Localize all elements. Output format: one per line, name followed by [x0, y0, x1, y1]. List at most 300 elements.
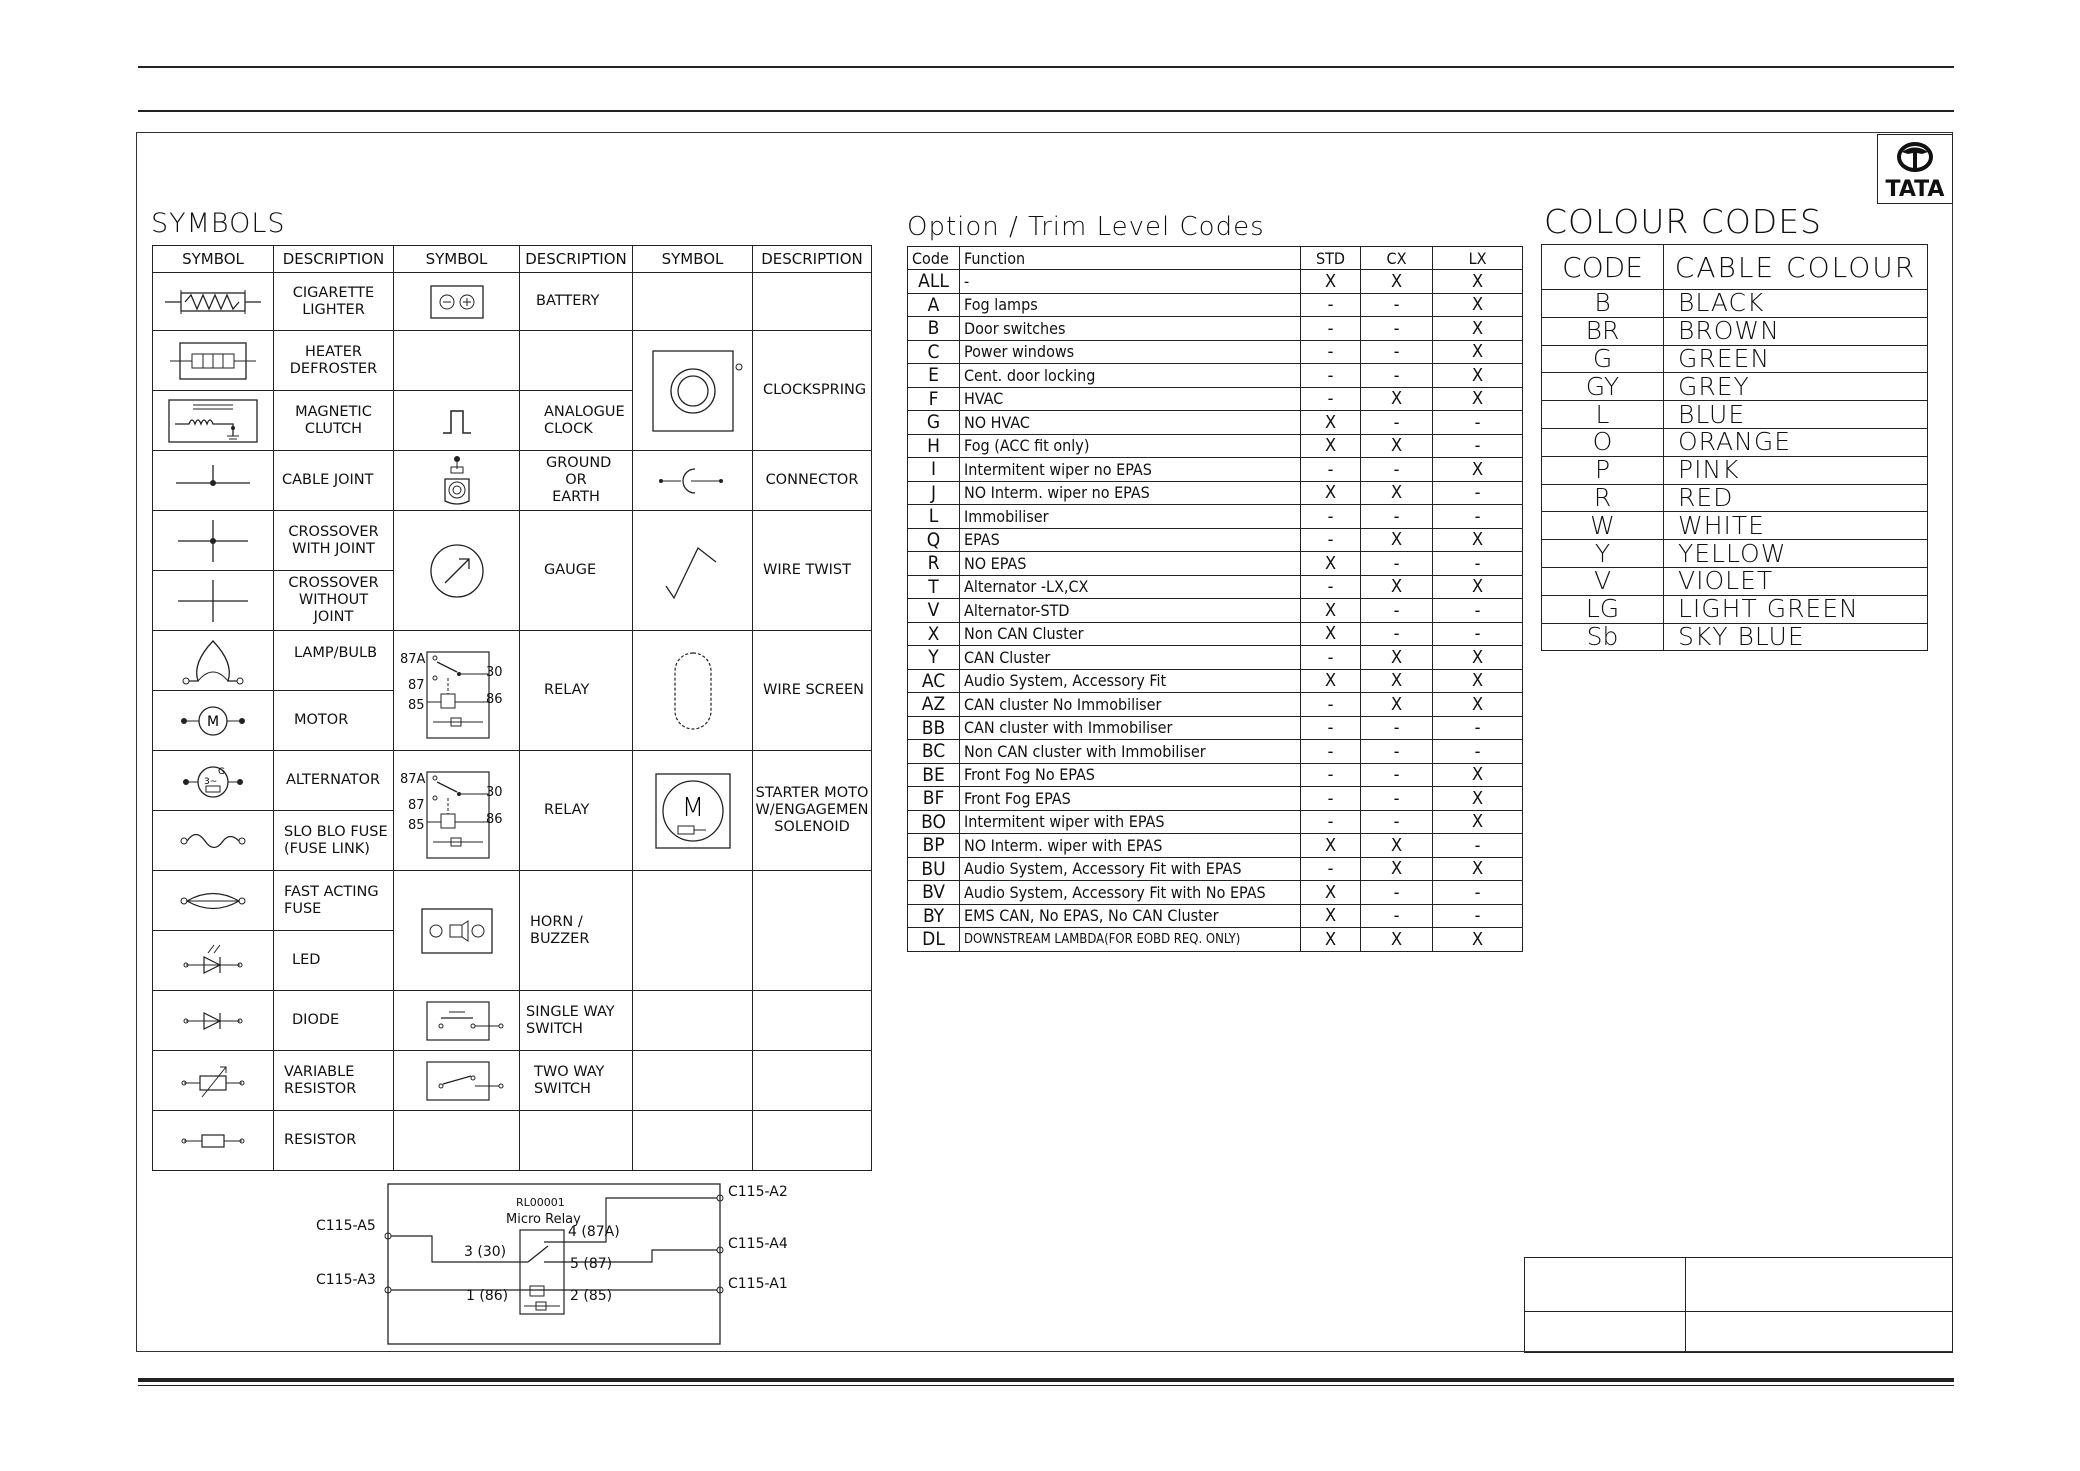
cigarette-lighter-icon: [153, 273, 274, 331]
option-function: NO EPAS: [960, 552, 1301, 576]
option-level: X: [1301, 669, 1361, 693]
analogue-clock-icon: [394, 391, 520, 451]
colour-code: W: [1542, 512, 1664, 540]
lamp-bulb-icon: [153, 631, 274, 691]
option-row: [908, 293, 1523, 317]
option-level: -: [1361, 505, 1433, 529]
option-level: X: [1433, 575, 1523, 599]
option-code: DL: [908, 928, 960, 952]
option-level: -: [1433, 434, 1523, 458]
option-code: BV: [908, 881, 960, 905]
option-level: -: [1301, 763, 1361, 787]
symbol-desc: STARTER MOTO W/ENGAGEMEN SOLENOID: [753, 751, 872, 871]
bottom-rule-thin: [138, 1385, 1954, 1386]
option-code: BP: [908, 834, 960, 858]
option-code: AZ: [908, 693, 960, 717]
option-level: -: [1301, 364, 1361, 388]
connector-label: C115-A3: [316, 1272, 376, 1288]
option-level: -: [1433, 505, 1523, 529]
colour-code: GY: [1542, 373, 1664, 401]
option-row: [908, 434, 1523, 458]
relay-pin-label: 87: [408, 798, 425, 813]
option-code: V: [908, 599, 960, 623]
wire-twist-icon: [633, 511, 753, 631]
symbol-desc: TWO WAY SWITCH: [520, 1051, 633, 1111]
colour-name: GREEN: [1664, 345, 1928, 373]
top-rule: [138, 66, 1954, 68]
colour-name: LIGHT GREEN: [1664, 595, 1928, 623]
relay-pin-label: 87A: [400, 652, 426, 667]
option-level: X: [1433, 669, 1523, 693]
relay-pin-label: 3 (30): [464, 1244, 507, 1260]
option-codes-table: [907, 246, 1523, 952]
colour-row: [1542, 290, 1928, 318]
option-level: -: [1301, 810, 1361, 834]
option-level: -: [1433, 481, 1523, 505]
option-level: X: [1301, 622, 1361, 646]
option-level: X: [1433, 928, 1523, 952]
symbol-desc: LAMP/BULB: [274, 631, 394, 691]
connector-icon: [633, 451, 753, 511]
colour-header-row: [1542, 245, 1928, 290]
colour-title: COLOUR CODES: [1544, 202, 1822, 241]
fast-acting-fuse-icon: [153, 871, 274, 931]
svg-text:M: M: [681, 792, 704, 823]
option-function: CAN Cluster: [960, 646, 1301, 670]
option-level: -: [1361, 293, 1433, 317]
empty-cell: [633, 1111, 753, 1171]
option-level: X: [1361, 575, 1433, 599]
bottom-rule-thick: [138, 1378, 1954, 1382]
option-level: X: [1361, 928, 1433, 952]
option-row: [908, 693, 1523, 717]
logo-text: TATA: [1885, 177, 1945, 202]
relay-pin-label: 85: [408, 818, 425, 833]
option-level: X: [1361, 434, 1433, 458]
option-row: [908, 857, 1523, 881]
option-row: [908, 622, 1523, 646]
horn-buzzer-icon: [394, 871, 520, 991]
option-level: -: [1301, 716, 1361, 740]
option-level: X: [1301, 434, 1361, 458]
magnetic-clutch-icon: [153, 391, 274, 451]
symbol-desc: CLOCKSPRING: [753, 331, 872, 451]
relay-pin-label: 86: [486, 812, 503, 827]
connector-label: C115-A4: [728, 1236, 788, 1252]
option-level: X: [1361, 857, 1433, 881]
empty-cell: [753, 1111, 872, 1171]
option-level: -: [1361, 364, 1433, 388]
symbol-desc: RELAY: [520, 751, 633, 871]
option-function: NO HVAC: [960, 411, 1301, 435]
option-level: -: [1361, 622, 1433, 646]
option-level: X: [1301, 881, 1361, 905]
colour-row: [1542, 401, 1928, 429]
colour-row: [1542, 567, 1928, 595]
options-title: Option / Trim Level Codes: [907, 212, 1265, 242]
battery-icon: [394, 273, 520, 331]
title-block-divider-v: [1685, 1257, 1686, 1353]
option-code: G: [908, 411, 960, 435]
symbols-table: [152, 245, 872, 1171]
empty-cell: [753, 273, 872, 331]
option-row: [908, 599, 1523, 623]
option-function: NO Interm. wiper with EPAS: [960, 834, 1301, 858]
option-code: BU: [908, 857, 960, 881]
option-function: Non CAN Cluster: [960, 622, 1301, 646]
single-way-switch-icon: [394, 991, 520, 1051]
option-level: X: [1301, 481, 1361, 505]
two-way-switch-icon: [394, 1051, 520, 1111]
option-code: H: [908, 434, 960, 458]
alternator-icon: [153, 751, 274, 811]
option-row: [908, 387, 1523, 411]
option-row: [908, 481, 1523, 505]
option-level: X: [1361, 834, 1433, 858]
colour-row: [1542, 540, 1928, 568]
option-level: -: [1301, 458, 1361, 482]
connector-label: C115-A5: [316, 1218, 376, 1234]
colour-codes-table: [1541, 244, 1928, 651]
option-row: [908, 270, 1523, 294]
option-row: [908, 505, 1523, 529]
empty-cell: [394, 1111, 520, 1171]
cable-joint-icon: [153, 451, 274, 511]
colour-row: [1542, 623, 1928, 651]
header-cell: DESCRIPTION: [753, 246, 872, 273]
colour-code: P: [1542, 456, 1664, 484]
option-function: NO Interm. wiper no EPAS: [960, 481, 1301, 505]
option-level: X: [1433, 364, 1523, 388]
colour-row: [1542, 595, 1928, 623]
option-row: [908, 340, 1523, 364]
svg-text:3~: 3~: [204, 776, 218, 787]
option-row: [908, 834, 1523, 858]
colour-name: WHITE: [1664, 512, 1928, 540]
option-function: HVAC: [960, 387, 1301, 411]
option-level: -: [1301, 387, 1361, 411]
option-function: -: [960, 270, 1301, 294]
option-level: -: [1361, 904, 1433, 928]
option-level: -: [1361, 810, 1433, 834]
option-function: EMS CAN, No EPAS, No CAN Cluster: [960, 904, 1301, 928]
option-level: X: [1433, 857, 1523, 881]
header-cell: STD: [1301, 247, 1361, 270]
empty-cell: [753, 991, 872, 1051]
option-level: -: [1433, 740, 1523, 764]
option-level: X: [1433, 787, 1523, 811]
colour-code: L: [1542, 401, 1664, 429]
option-level: X: [1361, 646, 1433, 670]
relay-pin-label: 85: [408, 698, 425, 713]
option-level: -: [1361, 716, 1433, 740]
option-row: [908, 458, 1523, 482]
crossover-with-joint-icon: [153, 511, 274, 571]
relay-pin-label: 87: [408, 678, 425, 693]
option-code: B: [908, 317, 960, 341]
option-level: -: [1301, 293, 1361, 317]
colour-code: Y: [1542, 540, 1664, 568]
option-function: Audio System, Accessory Fit with EPAS: [960, 857, 1301, 881]
option-level: -: [1301, 740, 1361, 764]
empty-cell: [633, 991, 753, 1051]
relay-name: Micro Relay: [506, 1212, 581, 1227]
option-level: X: [1361, 528, 1433, 552]
relay-pin-label: 30: [486, 785, 503, 800]
option-level: X: [1433, 340, 1523, 364]
option-row: [908, 364, 1523, 388]
header-cell: Function: [960, 247, 1301, 270]
option-row: [908, 528, 1523, 552]
option-code: BY: [908, 904, 960, 928]
symbol-desc: SINGLE WAY SWITCH: [520, 991, 633, 1051]
option-level: -: [1301, 693, 1361, 717]
colour-name: ORANGE: [1664, 428, 1928, 456]
option-row: [908, 552, 1523, 576]
option-level: -: [1361, 787, 1433, 811]
gauge-icon: [394, 511, 520, 631]
option-row: [908, 716, 1523, 740]
option-header-row: [908, 247, 1523, 270]
empty-cell: [520, 1111, 633, 1171]
option-function: Cent. door locking: [960, 364, 1301, 388]
svg-text:G: G: [218, 766, 225, 777]
header-cell: Code: [908, 247, 960, 270]
symbol-desc: LED: [274, 931, 394, 991]
relay-pin-label: 86: [486, 692, 503, 707]
option-code: BC: [908, 740, 960, 764]
option-level: X: [1361, 481, 1433, 505]
option-level: -: [1361, 340, 1433, 364]
option-level: -: [1433, 552, 1523, 576]
symbol-desc: DIODE: [274, 991, 394, 1051]
option-level: -: [1301, 575, 1361, 599]
option-level: -: [1301, 505, 1361, 529]
option-level: -: [1361, 740, 1433, 764]
option-code: A: [908, 293, 960, 317]
option-level: -: [1301, 787, 1361, 811]
header-cell: CX: [1361, 247, 1433, 270]
symbol-desc: CIGARETTE LIGHTER: [274, 273, 394, 331]
symbol-desc: MOTOR: [274, 691, 394, 751]
symbol-desc: CROSSOVER WITH JOINT: [274, 511, 394, 571]
option-level: X: [1301, 834, 1361, 858]
option-code: E: [908, 364, 960, 388]
option-level: -: [1301, 857, 1361, 881]
option-code: ALL: [908, 270, 960, 294]
option-level: -: [1361, 881, 1433, 905]
option-row: [908, 763, 1523, 787]
option-level: X: [1433, 270, 1523, 294]
colour-code: G: [1542, 345, 1664, 373]
starter-motor-icon: [633, 751, 753, 871]
option-level: -: [1361, 599, 1433, 623]
option-function: Alternator-STD: [960, 599, 1301, 623]
option-row: [908, 575, 1523, 599]
option-row: [908, 411, 1523, 435]
relay-part-number: RL00001: [516, 1196, 565, 1209]
header-cell: DESCRIPTION: [274, 246, 394, 273]
option-function: Fog lamps: [960, 293, 1301, 317]
option-row: [908, 928, 1523, 952]
option-code: BF: [908, 787, 960, 811]
colour-row: [1542, 512, 1928, 540]
option-code: F: [908, 387, 960, 411]
option-level: -: [1433, 904, 1523, 928]
option-level: X: [1433, 387, 1523, 411]
connector-label: C115-A1: [728, 1276, 788, 1292]
option-level: X: [1361, 270, 1433, 294]
option-level: X: [1361, 669, 1433, 693]
option-code: R: [908, 552, 960, 576]
relay-icon: [394, 751, 520, 871]
option-level: X: [1433, 528, 1523, 552]
option-code: BE: [908, 763, 960, 787]
symbols-header-row: [153, 246, 872, 273]
option-level: -: [1433, 411, 1523, 435]
empty-cell: [753, 871, 872, 991]
resistor-icon: [153, 1111, 274, 1171]
option-row: [908, 810, 1523, 834]
option-function: Alternator -LX,CX: [960, 575, 1301, 599]
crossover-without-joint-icon: [153, 571, 274, 631]
header-cell: DESCRIPTION: [520, 246, 633, 273]
colour-name: PINK: [1664, 456, 1928, 484]
symbol-desc: RESISTOR: [274, 1111, 394, 1171]
option-code: BO: [908, 810, 960, 834]
option-code: C: [908, 340, 960, 364]
colour-code: BR: [1542, 317, 1664, 345]
motor-icon: [153, 691, 274, 751]
option-rows: [908, 270, 1523, 952]
option-level: X: [1433, 317, 1523, 341]
option-function: CAN cluster with Immobiliser: [960, 716, 1301, 740]
option-function: Front Fog EPAS: [960, 787, 1301, 811]
colour-name: VIOLET: [1664, 567, 1928, 595]
option-level: -: [1301, 528, 1361, 552]
option-level: X: [1301, 552, 1361, 576]
option-level: X: [1433, 810, 1523, 834]
title-block-divider-h: [1524, 1311, 1953, 1312]
symbol-desc: WIRE TWIST: [753, 511, 872, 631]
option-function: CAN cluster No Immobiliser: [960, 693, 1301, 717]
option-code: X: [908, 622, 960, 646]
connector-label: C115-A2: [728, 1184, 788, 1200]
ground-earth-icon: [394, 451, 520, 511]
heater-defroster-icon: [153, 331, 274, 391]
option-function: Front Fog No EPAS: [960, 763, 1301, 787]
option-level: X: [1301, 928, 1361, 952]
option-level: -: [1433, 834, 1523, 858]
header-cell: SYMBOL: [633, 246, 753, 273]
empty-cell: [633, 273, 753, 331]
option-row: [908, 646, 1523, 670]
option-level: X: [1301, 904, 1361, 928]
option-level: -: [1433, 881, 1523, 905]
symbol-desc: ALTERNATOR: [274, 751, 394, 811]
header-cell: CODE: [1542, 245, 1664, 290]
option-code: J: [908, 481, 960, 505]
colour-row: [1542, 345, 1928, 373]
relay-icon: [394, 631, 520, 751]
colour-name: RED: [1664, 484, 1928, 512]
symbol-desc: FAST ACTING FUSE: [274, 871, 394, 931]
option-function: Fog (ACC fit only): [960, 434, 1301, 458]
colour-row: [1542, 317, 1928, 345]
symbol-desc: HEATER DEFROSTER: [274, 331, 394, 391]
option-code: L: [908, 505, 960, 529]
symbol-desc: ANALOGUE CLOCK: [520, 391, 633, 451]
relay-pin-label: 87A: [400, 772, 426, 787]
option-function: Audio System, Accessory Fit: [960, 669, 1301, 693]
colour-rows: [1542, 290, 1928, 651]
colour-name: SKY BLUE: [1664, 623, 1928, 651]
option-code: AC: [908, 669, 960, 693]
symbol-desc: CROSSOVER WITHOUT JOINT: [274, 571, 394, 631]
colour-row: [1542, 373, 1928, 401]
header-cell: SYMBOL: [153, 246, 274, 273]
relay-pin-label: 5 (87): [570, 1256, 613, 1272]
option-level: X: [1433, 693, 1523, 717]
option-level: X: [1361, 387, 1433, 411]
relay-pin-label: 4 (87A): [568, 1224, 620, 1240]
led-icon: [153, 931, 274, 991]
option-level: X: [1301, 270, 1361, 294]
option-row: [908, 787, 1523, 811]
option-function: Intermitent wiper no EPAS: [960, 458, 1301, 482]
option-function: Door switches: [960, 317, 1301, 341]
option-function: Audio System, Accessory Fit with No EPAS: [960, 881, 1301, 905]
symbol-desc: MAGNETIC CLUTCH: [274, 391, 394, 451]
colour-name: BROWN: [1664, 317, 1928, 345]
colour-code: O: [1542, 428, 1664, 456]
option-level: -: [1433, 599, 1523, 623]
option-level: X: [1433, 646, 1523, 670]
option-level: -: [1361, 552, 1433, 576]
colour-row: [1542, 428, 1928, 456]
option-level: -: [1361, 763, 1433, 787]
colour-row: [1542, 456, 1928, 484]
symbol-desc: RELAY: [520, 631, 633, 751]
option-function: Immobiliser: [960, 505, 1301, 529]
colour-name: BLACK: [1664, 290, 1928, 318]
option-row: [908, 881, 1523, 905]
colour-name: YELLOW: [1664, 540, 1928, 568]
option-row: [908, 904, 1523, 928]
wire-screen-icon: [633, 631, 753, 751]
option-function: EPAS: [960, 528, 1301, 552]
option-level: -: [1301, 340, 1361, 364]
symbol-desc: GROUND OR EARTH: [520, 451, 633, 511]
symbols-title: SYMBOLS: [151, 208, 286, 239]
diode-icon: [153, 991, 274, 1051]
symbol-desc: BATTERY: [520, 273, 633, 331]
symbol-desc: GAUGE: [520, 511, 633, 631]
option-level: X: [1433, 458, 1523, 482]
symbol-desc: SLO BLO FUSE (FUSE LINK): [274, 811, 394, 871]
option-level: -: [1433, 716, 1523, 740]
option-function: Non CAN cluster with Immobiliser: [960, 740, 1301, 764]
option-row: [908, 669, 1523, 693]
option-level: X: [1361, 693, 1433, 717]
relay-pin-label: 1 (86): [466, 1288, 509, 1304]
colour-name: BLUE: [1664, 401, 1928, 429]
option-level: -: [1361, 458, 1433, 482]
option-row: [908, 317, 1523, 341]
symbol-desc: CABLE JOINT: [274, 451, 394, 511]
clockspring-icon: [633, 331, 753, 451]
option-function: DOWNSTREAM LAMBDA(FOR EOBD REQ. ONLY): [960, 928, 1301, 952]
